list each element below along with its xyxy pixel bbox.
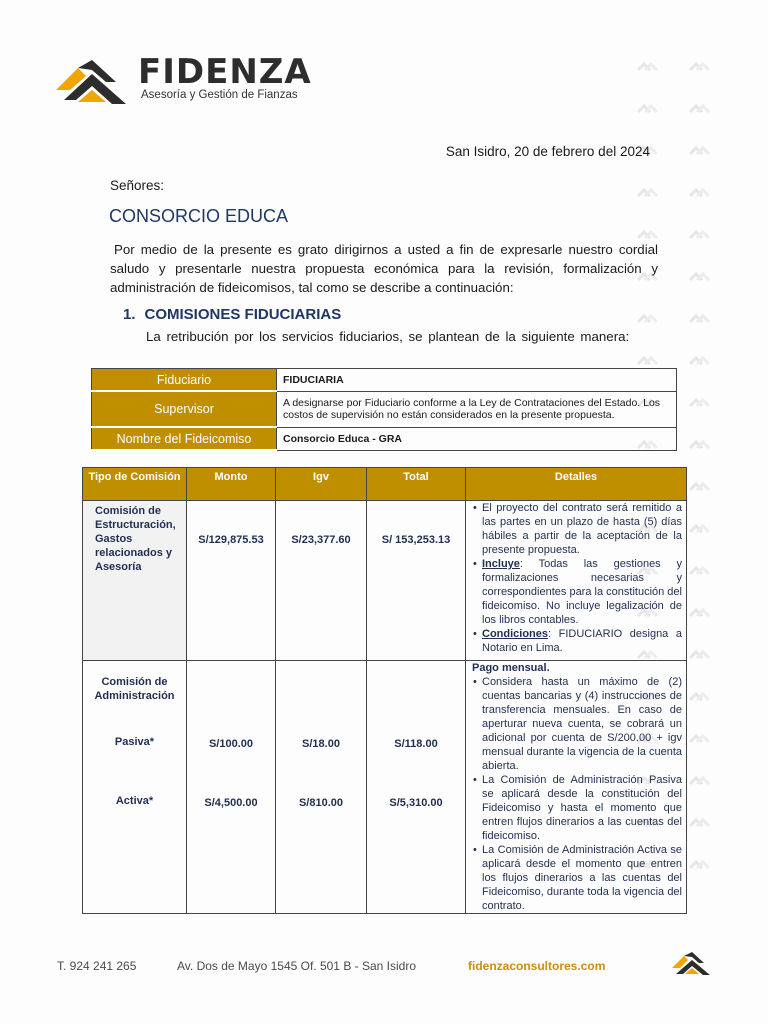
fee-igv-cell (276, 661, 367, 914)
watermark-chevron-icon (688, 774, 710, 788)
table-row (92, 369, 677, 392)
detail-item: • Condiciones: FIDUCIARIO designa a Notario en Lima. (482, 627, 682, 655)
salutation: Señores: (110, 178, 165, 193)
watermark-chevron-icon (688, 396, 710, 410)
watermark-chevron-icon (688, 270, 710, 284)
watermark-chevron-icon (688, 312, 710, 326)
recipient-company: CONSORCIO EDUCA (109, 206, 289, 226)
detail-item: • Incluye: Todas las gestiones y formalizaciones necesarias y correspondientes para la constitución del fideicomiso. No incluye legalización de los libros contables. (482, 557, 682, 627)
detail-item: • La Comisión de Administración Pasiva se aplicará desde la constitución del Fideicomiso y hasta el momento que entren flujos dinerarios a las cuentas del fideicomiso. (482, 773, 682, 843)
column-header: Total (367, 468, 466, 501)
watermark-chevron-icon (636, 354, 658, 368)
fee-igv: S/810.00 (298, 797, 344, 809)
table-row (92, 391, 677, 427)
info-label: Fiduciario (92, 369, 277, 392)
column-header: Tipo de Comisión (83, 468, 187, 501)
footer-website[interactable]: fidenzaconsultores.com (468, 959, 606, 973)
watermark-chevron-icon (688, 438, 710, 452)
fee-type: Comisión de Estructuración, Gastos relacionados y Asesoría (83, 501, 187, 661)
table-row (92, 427, 677, 450)
footer-logo-icon (672, 952, 712, 976)
letter-date: San Isidro, 20 de febrero del 2024 (445, 144, 650, 159)
fee-table (82, 467, 687, 914)
details-title: Pago mensual. (472, 662, 550, 674)
fee-type: Comisión de Administración (94, 676, 175, 702)
watermark-chevron-icon (636, 312, 658, 326)
info-table (91, 368, 677, 451)
fee-amount: S/129,875.53 (187, 501, 276, 661)
fee-total: S/5,310.00 (389, 797, 443, 809)
fee-amount-cell (187, 661, 276, 914)
column-header: Monto (187, 468, 276, 501)
detail-item: • Considera hasta un máximo de (2) cuentas bancarias y (4) instrucciones de transferencia mensuales. En caso de aperturar nueva cuenta, se cobrará un adicional por cuenta de S/200.00 + igv mensual durante la vigencia de la cuenta abierta. (482, 675, 682, 773)
fee-total: S/118.00 (394, 738, 438, 750)
info-value: A designarse por Fiduciario conforme a la Ley de Contrataciones del Estado. Los costos de supervisión no están considerados en la presente propuesta. (277, 391, 677, 427)
fee-type-admin (83, 661, 187, 914)
info-label: Nombre del Fideicomiso (92, 427, 277, 450)
watermark-chevron-icon (688, 858, 710, 872)
fee-total: S/ 153,253.13 (367, 501, 466, 661)
watermark-chevron-icon (688, 648, 710, 662)
brand-tagline: Asesoría y Gestión de Fianzas (141, 89, 298, 101)
watermark-chevron-icon (688, 816, 710, 830)
watermark-chevron-icon (688, 522, 710, 536)
fee-igv: S/18.00 (302, 738, 340, 750)
footer-address: Av. Dos de Mayo 1545 Of. 501 B - San Isidro (177, 959, 417, 973)
company-logo (56, 52, 346, 108)
watermark-chevron-icon (688, 186, 710, 200)
table-row (83, 661, 687, 914)
section-title: COMISIONES FIDUCIARIAS (144, 306, 342, 323)
fee-amount: S/4,500.00 (204, 797, 258, 809)
watermark-chevron-icon (688, 732, 710, 746)
fee-details (466, 501, 687, 661)
info-label: Supervisor (92, 391, 277, 427)
watermark-chevron-icon (688, 102, 710, 116)
detail-item: • La Comisión de Administración Activa se aplicará desde el momento que entren los flujos dinerarios a las cuentas del Fideicomiso, durante toda la vigencia del contrato. (482, 843, 682, 913)
watermark-chevron-icon (688, 690, 710, 704)
watermark-chevron-icon (636, 60, 658, 74)
watermark-chevron-icon (688, 606, 710, 620)
watermark-chevron-icon (688, 480, 710, 494)
fee-igv: S/23,377.60 (276, 501, 367, 661)
column-header: Detalles (466, 468, 687, 501)
watermark-chevron-icon (688, 354, 710, 368)
fidenza-logo-icon (56, 60, 130, 106)
fee-amount: S/100.00 (208, 738, 254, 750)
info-value: FIDUCIARIA (277, 369, 677, 392)
watermark-chevron-icon (688, 144, 710, 158)
info-value: Consorcio Educa - GRA (277, 427, 677, 450)
table-row (83, 501, 687, 661)
watermark-chevron-icon (688, 228, 710, 242)
brand-name: FIDENZA (138, 52, 312, 92)
section-subtitle: La retribución por los servicios fiduciarios, se plantean de la siguiente manera: (146, 329, 630, 344)
table-header-row (83, 468, 687, 501)
footer-phone: T. 924 241 265 (57, 959, 137, 973)
watermark-chevron-icon (688, 60, 710, 74)
fee-details (466, 661, 687, 914)
watermark-chevron-icon (688, 564, 710, 578)
fee-total-cell (367, 661, 466, 914)
section-number: 1. (123, 306, 136, 323)
section-heading (123, 306, 341, 323)
watermark-chevron-icon (636, 102, 658, 116)
fee-sub-label: Pasiva* (114, 736, 155, 748)
intro-paragraph: Por medio de la presente es grato dirigirnos a usted a fin de expresarle nuestro cordial saludo y presentarle nuestra propuesta económica para la revisión, formalización y administración de fideicomisos, tal como se describe a continuación: (110, 242, 658, 295)
watermark-chevron-icon (636, 186, 658, 200)
fee-sub-label: Activa* (115, 795, 154, 807)
detail-item: • El proyecto del contrato será remitido a las partes en un plazo de hasta (5) días hábiles a partir de la aceptación de la presente propuesta. (482, 501, 682, 557)
column-header: Igv (276, 468, 367, 501)
